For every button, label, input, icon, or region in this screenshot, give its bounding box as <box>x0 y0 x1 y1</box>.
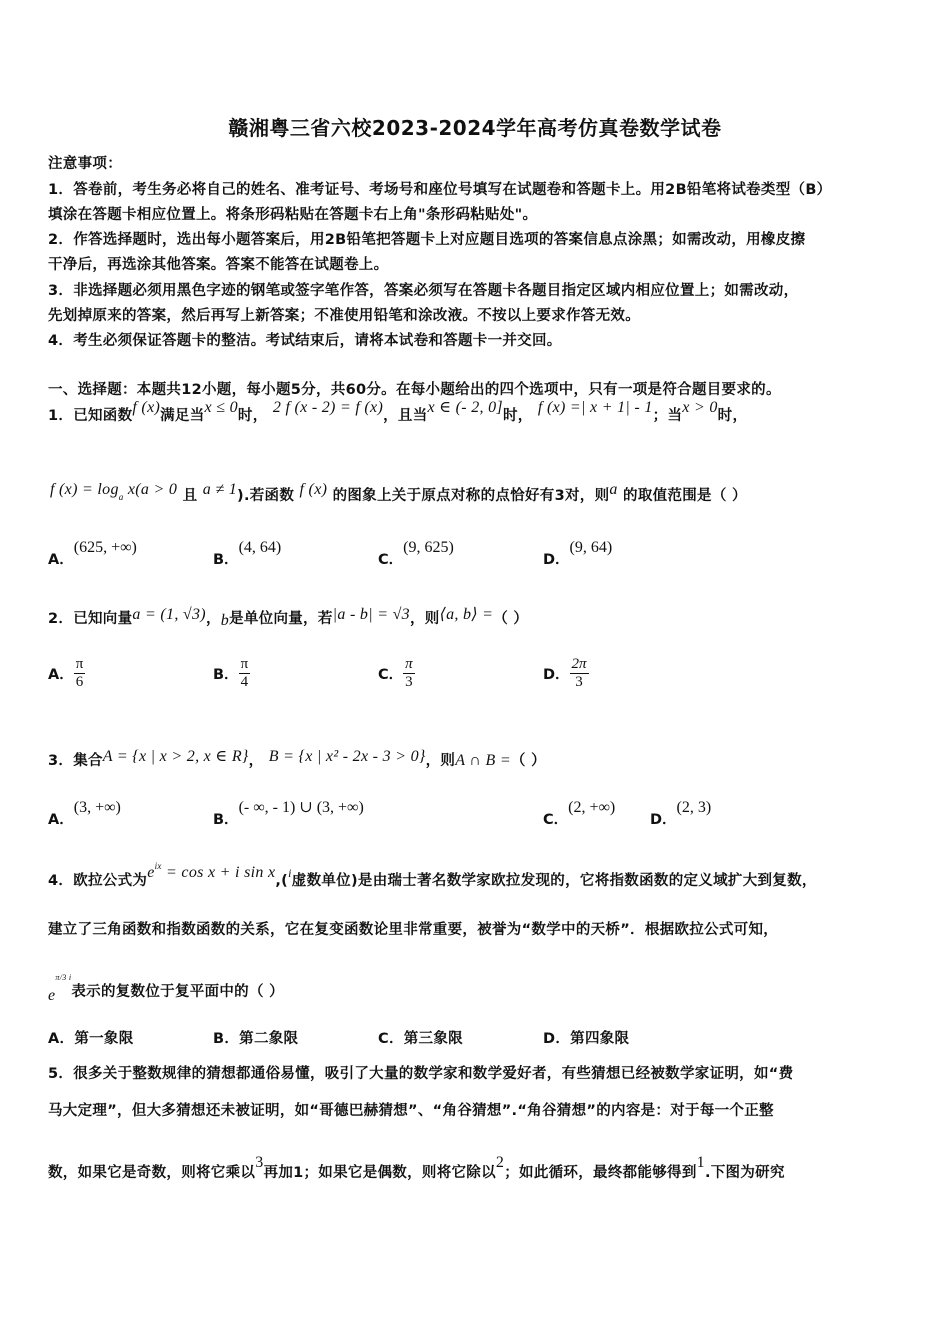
q2-option-c[interactable]: C． $\frac{\pi}{3}$ <box>378 656 413 690</box>
question-1-stem-cont: f $(x) = \log_a x(a > 0$ 且 a ≠ 1).若函数 f (x) 的图象上关于原点对称的点恰好有3对，则a 的取值范围是（ ） <box>50 481 747 504</box>
q1-option-b[interactable]: B．(4, 64) <box>213 539 282 568</box>
notice-line: 2．作答选择题时，选出每小题答案后，用2B铅笔把答题卡上对应题目选项的答案信息点涂黑；如需改动，用橡皮擦 <box>48 232 806 248</box>
q1-option-a[interactable]: A．(625, +∞) <box>48 539 137 568</box>
q4-option-a[interactable]: A．第一象限 <box>48 1031 134 1047</box>
q2-option-d[interactable]: D． $\frac{2\pi}{3}$ <box>543 656 587 690</box>
question-1-stem: 1．已知函数f (x)满足当x ≤ 0时， 2 f (x - 2) = f (x)，且当x ∈ (- 2, 0]时， f (x) =| x + 1| - 1；当x > 0时， <box>48 399 748 424</box>
notice-line: 填涂在答题卡相应位置上。将条形码粘贴在答题卡右上角"条形码粘贴处"。 <box>48 207 538 223</box>
notice-line: 3．非选择题必须用黑色字迹的钢笔或签字笔作答，答案必须写在答题卡各题目指定区域内相应位置上；如需改动， <box>48 283 799 299</box>
q3-option-a[interactable]: A．(3, +∞) <box>48 799 121 828</box>
question-5-line1: 5．很多关于整数规律的猜想都通俗易懂，吸引了大量的数学家和数学爱好者，有些猜想已经被数学家证明，如“费 <box>48 1066 794 1082</box>
notice-line: 干净后，再选涂其他答案。答案不能答在试题卷上。 <box>48 257 389 273</box>
q1-option-d[interactable]: D．(9, 64) <box>543 539 613 568</box>
q2-option-b[interactable]: B． $\frac{\pi}{4}$ <box>213 656 249 690</box>
question-5-line2: 马大定理”，但大多猜想还未被证明，如“哥德巴赫猜想”、“角谷猜想”.“角谷猜想”的内容是：对于每一个正整 <box>48 1103 774 1119</box>
q3-option-b[interactable]: B．(- ∞, - 1) ∪ (3, +∞) <box>213 799 364 828</box>
section-heading: 一、选择题：本题共12小题，每小题5分，共60分。在每小题给出的四个选项中，只有一项是符合题目要求的。 <box>48 382 781 398</box>
q3-option-c[interactable]: C．(2, +∞) <box>543 799 616 828</box>
question-4-line2: 建立了三角函数和指数函数的关系，它在复变函数论里非常重要，被誉为“数学中的天桥”．根据欧拉公式可知， <box>48 922 779 938</box>
q4-option-b[interactable]: B．第二象限 <box>213 1031 299 1047</box>
q1-option-c[interactable]: C．(9, 625) <box>378 539 454 568</box>
notice-line: 1．答卷前，考生务必将自己的姓名、准考证号、考场号和座位号填写在试题卷和答题卡上。用2B铅笔将试卷类型（B） <box>48 182 832 198</box>
notice-heading: 注意事项： <box>48 156 122 172</box>
q2-option-a[interactable]: A． $\frac{\pi}{6}$ <box>48 656 84 690</box>
question-4-line3: $e^{\pi/3 i}$表示的复数位于复平面中的（ ） <box>48 973 284 1004</box>
question-3-stem: 3．集合A = {x | x > 2, x ∈ R}， B = {x | x² - 2x - 3 > 0}，则A ∩ B =（ ） <box>48 748 546 769</box>
q4-option-d[interactable]: D．第四象限 <box>543 1031 630 1047</box>
notice-line: 先划掉原来的答案，然后再写上新答案；不准使用铅笔和涂改液。不按以上要求作答无效。 <box>48 308 640 324</box>
question-2-stem: 2．已知向量a = (1, √3)，b是单位向量，若|a - b| = √3，则⟨a, b⟩ =（ ） <box>48 606 529 629</box>
page-title: 赣湘粤三省六校2023-2024学年高考仿真卷数学试卷 <box>228 116 722 140</box>
question-5-line3: 数，如果它是奇数，则将它乘以3再加1；如果它是偶数，则将它除以2；如此循环，最终都能够得到1.下图为研究 <box>48 1154 785 1181</box>
q4-option-c[interactable]: C．第三象限 <box>378 1031 463 1047</box>
question-4-stem: 4．欧拉公式为$e^{ix} = \cos x + i$ sin x,($^i$虚数单位)是由瑞士著名数学家欧拉发现的，它将指数函数的定义域扩大到复数， <box>48 861 817 889</box>
notice-line: 4．考生必须保证答题卡的整洁。考试结束后，请将本试卷和答题卡一并交回。 <box>48 333 562 349</box>
q3-option-d[interactable]: D．(2, 3) <box>650 799 712 828</box>
